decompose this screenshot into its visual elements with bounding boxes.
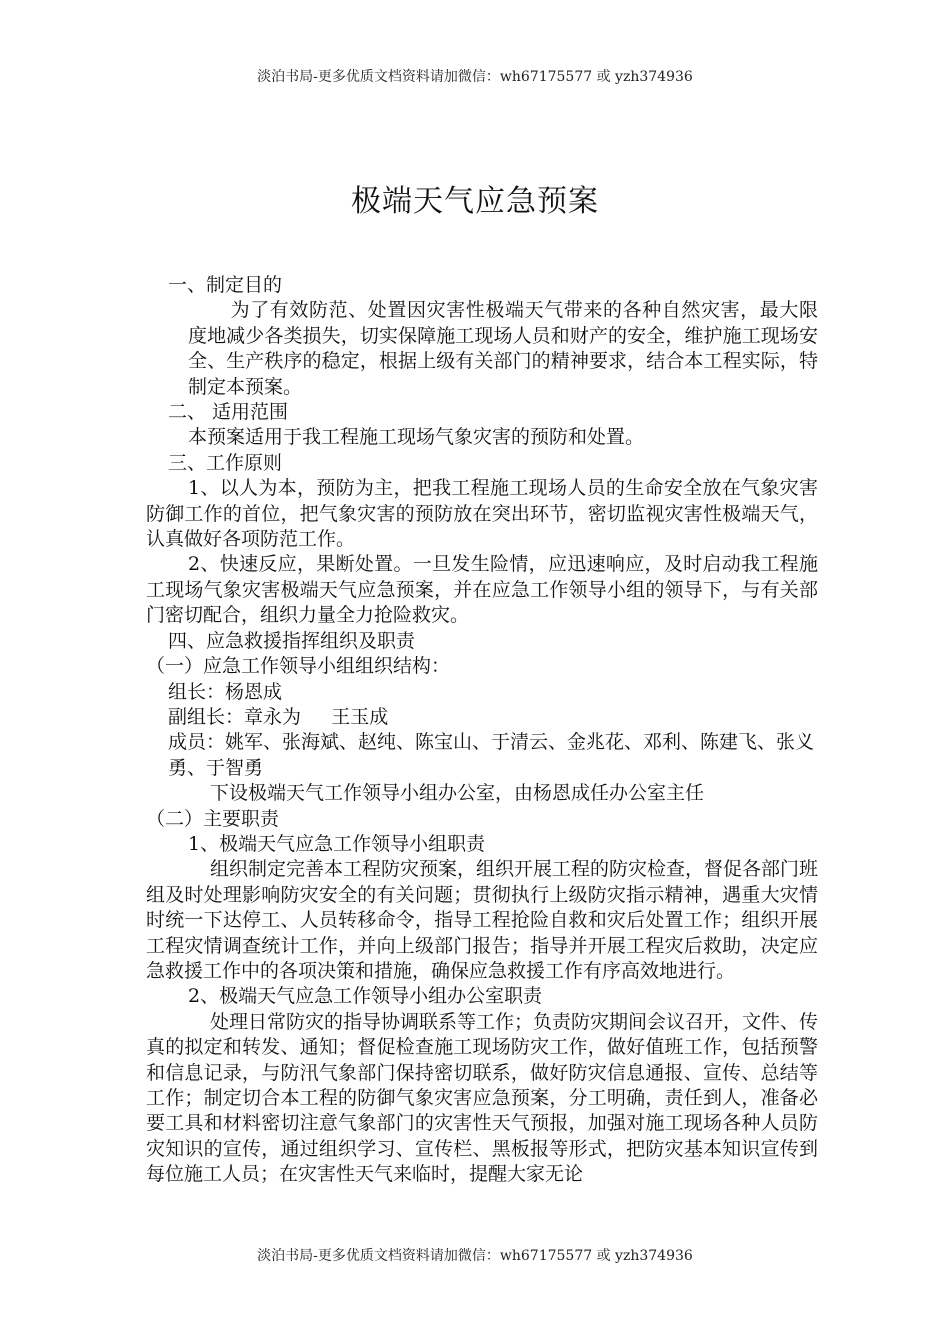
section-heading-principles: 三、工作原则 <box>168 451 283 474</box>
section-heading-scope: 二、 适用范围 <box>168 401 289 424</box>
paragraph-scope: 本预案适用于我工程施工现场气象灾害的预防和处置。 <box>188 426 645 449</box>
duty-paragraph-1: 组织制定完善本工程防灾预案，组织开展工程的防灾检查，督促各部门班组及时处理影响防灾安全的有关问题；贯彻执行上级防灾指示精神，遇重大灾情时统一下达停工、人员转移命令，指导工程抢险自救和灾后处置工作；组织开展工程灾情调查统计工作，并向上级部门报告；指导并开展工程灾后救助，决定应急救援工作中的各项决策和措施，确保应急救援工作有序高效地进行。 <box>146 858 819 982</box>
team-leader: 组长：杨恩成 <box>168 680 283 703</box>
document-title: 极端天气应急预案 <box>351 184 599 219</box>
duty-paragraph-2: 处理日常防灾的指导协调联系等工作；负责防灾期间会议召开，文件、传真的拟定和转发、通知；督促检查施工现场防灾工作，做好值班工作，包括预警和信息记录，与防汛气象部门保持密切联系，做好防灾信息通报、宣传、总结等工作；制定切合本工程的防御气象灾害应急预案，分工明确，责任到人，准备必要工具和材料密切注意气象部门的灾害性天气预报，加强对施工现场各种人员防灾知识的宣传，通过组织学习、宣传栏、黑板报等形式，把防灾基本知识宣传到每位施工人员；在灾害性天气来临时，提醒大家无论 <box>146 1010 819 1186</box>
duty-heading-2: 2、极端天气应急工作领导小组办公室职责 <box>188 985 543 1008</box>
duty-heading-1: 1、极端天气应急工作领导小组职责 <box>188 832 486 855</box>
subsection-heading-structure: （一）应急工作领导小组组织结构： <box>146 655 451 678</box>
document-body <box>146 273 818 1188</box>
team-deputy-leaders: 副组长：章永为 王玉成 <box>168 705 389 728</box>
footer-note: 淡泊书局-更多优质文档资料请加微信：wh67175577 或 yzh374936 <box>257 1248 693 1264</box>
paragraph-purpose: 为了有效防范、处置因灾害性极端天气带来的各种自然灾害，最大限度地减少各类损失，切实保障施工现场人员和财产的安全，维护施工现场安全、生产秩序的稳定，根据上级有关部门的精神要求，结合本工程实际，特制定本预案。 <box>188 299 818 398</box>
team-members: 成员：姚军、张海斌、赵纯、陈宝山、于清云、金兆花、邓利、陈建飞、张义勇、于智勇 <box>168 731 815 779</box>
section-heading-organization: 四、应急救援指挥组织及职责 <box>168 629 416 652</box>
office-note: 下设极端天气工作领导小组办公室，由杨恩成任办公室主任 <box>210 782 705 805</box>
paragraph-principle-2: 2、快速反应，果断处置。一旦发生险情，应迅速响应，及时启动我工程施工现场气象灾害极端天气应急预案，并在应急工作领导小组的领导下，与有关部门密切配合，组织力量全力抢险救灾。 <box>146 553 818 627</box>
section-heading-purpose: 一、制定目的 <box>168 274 283 296</box>
header-note: 淡泊书局-更多优质文档资料请加微信：wh67175577 或 yzh374936 <box>257 69 693 85</box>
subsection-heading-duties: （二）主要职责 <box>146 807 280 830</box>
paragraph-principle-1: 1、以人为本，预防为主，把我工程施工现场人员的生命安全放在气象灾害防御工作的首位，把气象灾害的预防放在突出环节，密切监视灾害性极端天气，认真做好各项防范工作。 <box>146 477 818 551</box>
